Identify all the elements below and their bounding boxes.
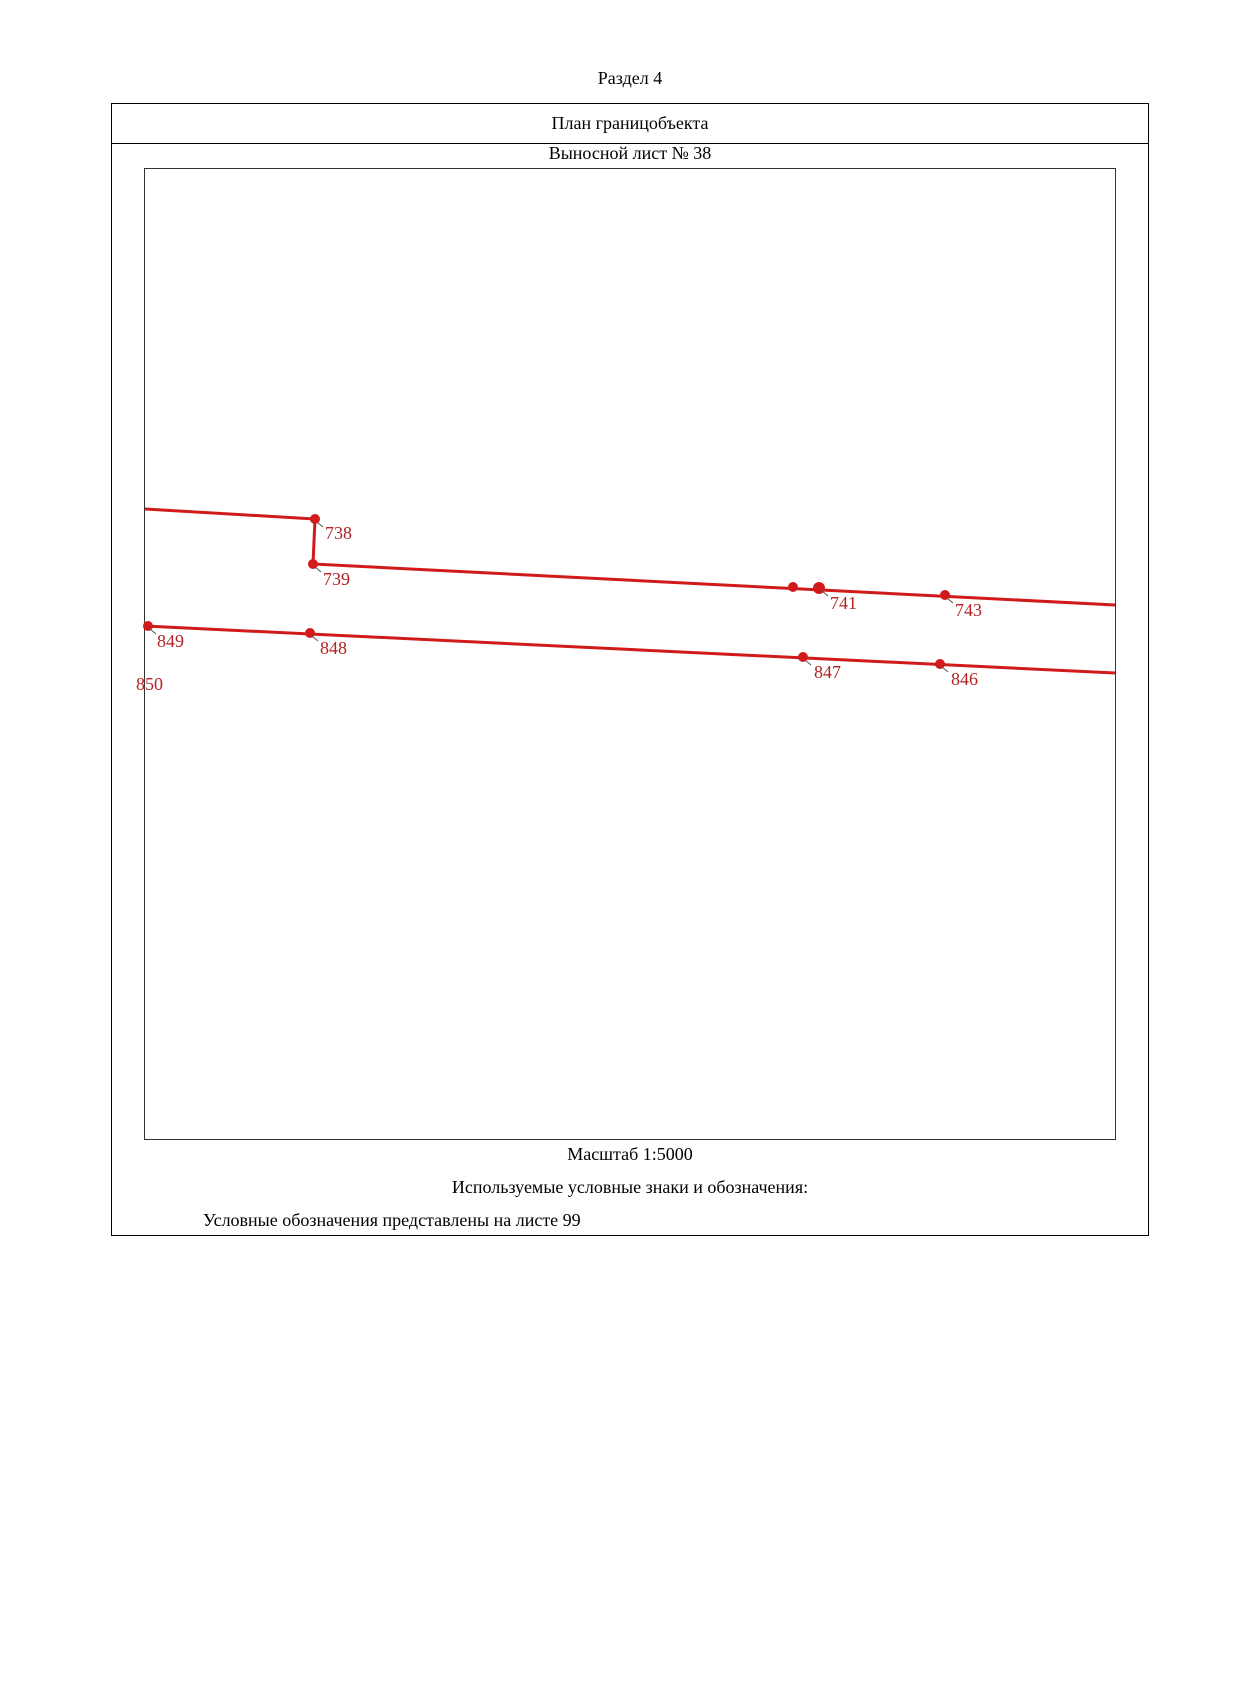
point-739-marker	[308, 559, 318, 569]
point-label-739: 739	[323, 569, 350, 589]
point-label-743: 743	[955, 600, 982, 620]
point-label-738: 738	[325, 523, 352, 543]
point-label-848: 848	[320, 638, 347, 658]
point-label-741: 741	[830, 593, 857, 613]
point-846-marker	[935, 659, 945, 669]
legend-heading: Используемые условные знаки и обозначения:	[451, 1177, 809, 1197]
point-847-marker	[798, 652, 808, 662]
legend-note: Условные обозначения представлены на листе 99	[203, 1210, 581, 1230]
point-738-marker	[310, 514, 320, 524]
boundary-line-upper	[145, 509, 1115, 605]
point-label-846: 846	[951, 669, 978, 689]
map-frame	[136, 168, 1116, 1140]
point-743-marker	[940, 590, 950, 600]
point-label-847: 847	[814, 662, 841, 682]
point-label-849: 849	[157, 631, 184, 651]
sheet-title: Выносной лист № 38	[548, 143, 712, 163]
plan-title: План границобъекта	[111, 103, 1149, 144]
point-label-850: 850	[136, 674, 163, 694]
map-scale: Масштаб 1:5000	[567, 1144, 693, 1164]
point-848-marker	[305, 628, 315, 638]
boundary-map	[136, 169, 1115, 1139]
section-title: Раздел 4	[597, 68, 663, 88]
boundary-line-lower	[145, 626, 1115, 673]
point-849-marker	[143, 621, 153, 631]
point-740-marker	[788, 582, 798, 592]
